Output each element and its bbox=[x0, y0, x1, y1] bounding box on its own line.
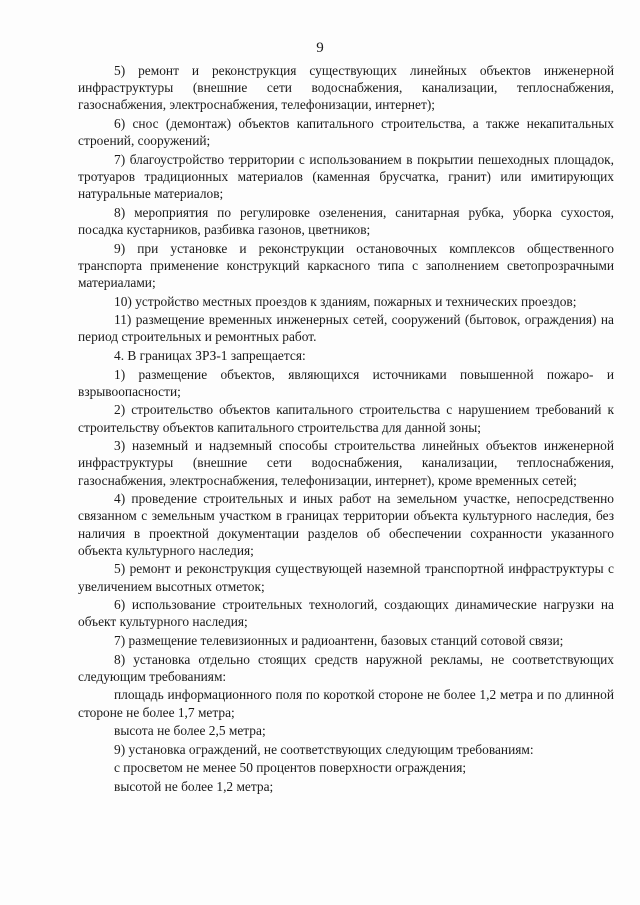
page-number: 9 bbox=[316, 40, 324, 56]
prohibition-item-8: 8) установка отдельно стоящих средств наружной рекламы, не соответствующих следующим требованиям: bbox=[78, 651, 614, 684]
paragraph-item-6: 6) снос (демонтаж) объектов капитального строительства, а также некапитальных строений, сооружений; bbox=[78, 116, 614, 149]
paragraph-item-9: 9) при установке и реконструкции остановочных комплексов общественного транспорта применение конструкций каркасного типа с заполнением светопрозрачными материалами; bbox=[78, 240, 614, 290]
requirement-line: с просветом не менее 50 процентов поверхности ограждения; bbox=[114, 760, 467, 776]
paragraph-item-11: 11) размещение временных инженерных сетей, сооружений (бытовок, ограждения) на период строительных и ремонтных работ. bbox=[78, 312, 614, 345]
prohibition-item-6: 6) использование строительных технологий, создающих динамические нагрузки на объект культурного наследия; bbox=[78, 597, 614, 630]
paragraph-item-7: 7) благоустройство территории с использованием в покрытии пешеходных площадок, тротуаров традиционных материалов (каменная брусчатка, гранит) или имитирующих натуральные материалов; bbox=[78, 151, 614, 202]
prohibition-item-4: 4) проведение строительных и иных работ на земельном участке, непосредственно связанном с земельным участком в границах территории объекта культурного наследия, без наличия в проектной документации разделов об обеспечении сохранности указанного объекта культурного наследия; bbox=[78, 491, 614, 558]
prohibition-item-2: 2) строительство объектов капитального строительства с нарушением требований к строительству объектов капитального строительства для данной зоны; bbox=[78, 402, 614, 435]
requirement-line: площадь информационного поля по короткой стороне не более 1,2 метра и по длинной стороне не более 1,7 метра; bbox=[78, 687, 614, 720]
prohibition-item-9: 9) установка ограждений, не соответствующих следующим требованиям: bbox=[114, 741, 534, 757]
prohibition-item-3: 3) наземный и надземный способы строительства линейных объектов инженерной инфраструктуры (внешние сети водоснабжения, канализации, теплоснабжения, газоснабжения, электроснабжения, телефонизации, интернет), кроме временных сетей; bbox=[78, 438, 614, 488]
paragraph-item-10: 10) устройство местных проездов к зданиям, пожарных и технических проездов; bbox=[114, 293, 577, 309]
prohibition-item-5: 5) ремонт и реконструкция существующей наземной транспортной инфраструктуры с увеличением высотных отметок; bbox=[78, 561, 614, 594]
prohibition-item-7: 7) размещение телевизионных и радиоантенн, базовых станций сотовой связи; bbox=[114, 632, 564, 648]
document-body bbox=[78, 62, 614, 797]
section-heading-4: 4. В границах ЗРЗ-1 запрещается: bbox=[114, 347, 306, 363]
paragraph-item-8: 8) мероприятия по регулировке озеленения, санитарная рубка, уборка сухостоя, посадка кустарников, разбивка газонов, цветников; bbox=[78, 204, 614, 237]
requirement-line: высота не более 2,5 метра; bbox=[114, 723, 266, 739]
requirement-line: высотой не более 1,2 метра; bbox=[114, 778, 274, 794]
prohibition-item-1: 1) размещение объектов, являющихся источниками повышенной пожаро- и взрывоопасности; bbox=[78, 366, 614, 399]
paragraph-item-5: 5) ремонт и реконструкция существующих линейных объектов инженерной инфраструктуры (внешние сети водоснабжения, канализации, теплоснабжения, газоснабжения, электроснабжения, телефонизации, интернет); bbox=[78, 63, 614, 113]
